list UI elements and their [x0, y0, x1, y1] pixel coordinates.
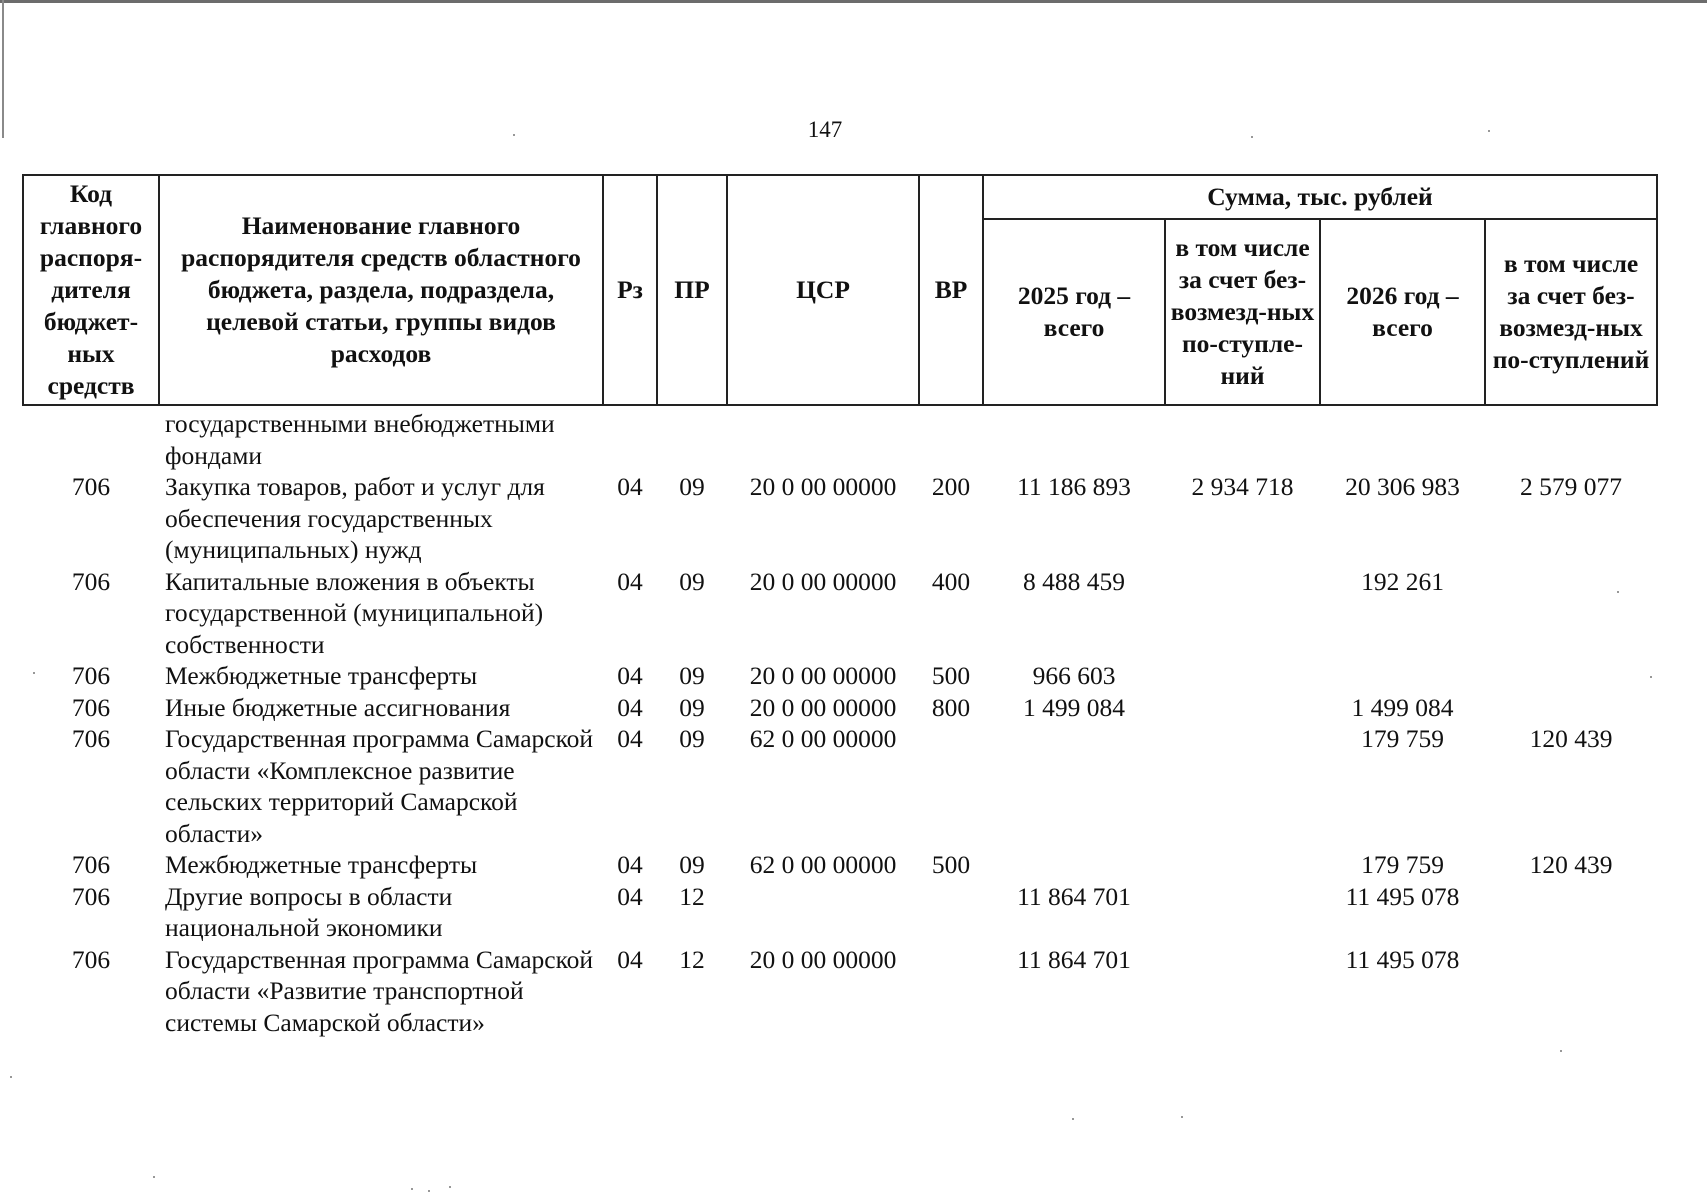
- table-row: [23, 692, 1657, 724]
- cell-rz: 04: [617, 944, 643, 974]
- cell-code: [23, 405, 159, 471]
- scan-edge-top: [0, 0, 1707, 3]
- header-2025-total: 2025 год – всего: [983, 219, 1165, 405]
- cell-2025-free: [1165, 723, 1320, 849]
- cell-csr: [727, 881, 919, 944]
- cell-pr: 09: [679, 661, 705, 690]
- cell-2025-free: [1165, 881, 1320, 944]
- cell-code: 706: [71, 724, 111, 753]
- cell-csr: 20 0 00 00000: [749, 566, 897, 596]
- cell-pr: 09: [679, 692, 705, 722]
- cell-2025-total: 1 499 084: [1023, 692, 1125, 722]
- cell-2025-free: 2 934 718: [1191, 472, 1294, 501]
- cell-vr: [919, 944, 983, 1039]
- cell-2026-total: [1320, 405, 1485, 471]
- cell-name: Государственная программа Самарской области «Развитие транспортной системы Самарской области»: [165, 944, 594, 1037]
- cell-2026-free: [1485, 881, 1657, 944]
- cell-csr: 62 0 00 00000: [749, 724, 897, 753]
- scan-speck: [1560, 1050, 1562, 1052]
- cell-pr: 12: [679, 881, 705, 911]
- cell-name: Государственная программа Самарской области «Комплексное развитие сельских территорий Самарской области»: [165, 724, 594, 848]
- cell-code: 706: [71, 566, 111, 596]
- scan-speck: [1181, 1116, 1183, 1118]
- cell-vr: [919, 881, 983, 944]
- scan-speck: [1488, 130, 1490, 132]
- cell-pr: 09: [679, 724, 705, 753]
- scan-speck: [1650, 676, 1652, 678]
- cell-pr: 12: [679, 944, 705, 974]
- cell-name: государственными внебюджетными фондами: [165, 409, 555, 470]
- cell-2026-total: 20 306 983: [1345, 472, 1460, 501]
- cell-vr: 500: [931, 661, 971, 690]
- scan-speck: [449, 1186, 451, 1188]
- cell-2026-free: 120 439: [1529, 850, 1613, 879]
- cell-vr: [919, 723, 983, 849]
- cell-code: 706: [71, 850, 111, 879]
- cell-csr: 20 0 00 00000: [749, 472, 897, 501]
- cell-2025-total: 966 603: [1032, 661, 1116, 690]
- scan-speck: [10, 1076, 12, 1078]
- cell-vr: 500: [931, 850, 971, 879]
- cell-code: 706: [71, 472, 111, 501]
- cell-2026-free: [1485, 692, 1657, 724]
- table-row: [23, 849, 1657, 881]
- cell-name: Другие вопросы в области национальной экономики: [165, 881, 453, 942]
- scan-speck: [513, 134, 515, 136]
- header-2026-free: в том числе за счет без-возмезд-ных по-ступлений: [1485, 219, 1657, 405]
- cell-pr: 09: [679, 472, 705, 501]
- cell-csr: 20 0 00 00000: [749, 661, 897, 690]
- cell-name: Капитальные вложения в объекты государственной (муниципальной) собственности: [165, 566, 544, 659]
- cell-name: Межбюджетные трансферты: [165, 661, 478, 690]
- cell-2025-free: [1165, 849, 1320, 881]
- cell-code: 706: [71, 881, 111, 911]
- header-pr: ПР: [657, 175, 727, 405]
- scan-speck: [1072, 1118, 1074, 1120]
- cell-2025-total: 11 186 893: [1017, 472, 1131, 501]
- cell-2025-total: 8 488 459: [1023, 566, 1125, 596]
- cell-2026-free: [1485, 566, 1657, 661]
- table-row: [23, 723, 1657, 849]
- cell-2026-total: 179 759: [1361, 850, 1444, 879]
- cell-2025-free: [1165, 660, 1320, 692]
- table-row: [23, 566, 1657, 661]
- cell-2026-total: 192 261: [1361, 566, 1444, 596]
- header-vr: ВР: [919, 175, 983, 405]
- cell-rz: 04: [617, 881, 643, 911]
- cell-rz: 04: [617, 724, 643, 753]
- cell-code: 706: [71, 944, 111, 974]
- cell-pr: 09: [679, 850, 705, 879]
- cell-2025-total: [983, 405, 1165, 471]
- cell-vr: 800: [931, 692, 971, 722]
- cell-rz: 04: [617, 661, 643, 690]
- cell-rz: 04: [617, 850, 643, 879]
- header-name: Наименование главного распорядителя средств областного бюджета, раздела, подраздела, целевой статьи, группы видов расходов: [159, 175, 603, 405]
- cell-2026-total: 1 499 084: [1351, 692, 1454, 722]
- header-rz: Рз: [603, 175, 657, 405]
- cell-2026-total: 11 495 078: [1345, 944, 1460, 974]
- table-row: [23, 881, 1657, 944]
- cell-vr: 200: [931, 472, 971, 501]
- header-csr: ЦСР: [727, 175, 919, 405]
- scan-speck: [411, 1188, 413, 1190]
- scan-edge-left: [2, 0, 4, 138]
- cell-rz: 04: [617, 692, 643, 722]
- cell-csr: [727, 405, 919, 471]
- scan-speck: [1251, 136, 1253, 138]
- cell-2026-total: [1320, 660, 1485, 692]
- table-row: [23, 660, 1657, 692]
- cell-2026-total: 11 495 078: [1345, 881, 1460, 911]
- cell-vr: [919, 405, 983, 471]
- cell-rz: [603, 405, 657, 471]
- cell-2026-free: [1485, 944, 1657, 1039]
- budget-table: [22, 174, 1658, 1038]
- cell-2026-free: 2 579 077: [1520, 472, 1623, 501]
- header-2025-free: в том числе за счет без-возмезд-ных по-ступле-ний: [1165, 219, 1320, 405]
- cell-name: Межбюджетные трансферты: [165, 850, 478, 879]
- table-row: [23, 471, 1657, 566]
- cell-rz: 04: [617, 566, 643, 596]
- cell-2025-free: [1165, 692, 1320, 724]
- header-sum-group: Сумма, тыс. рублей: [983, 175, 1657, 219]
- cell-vr: 400: [931, 566, 971, 596]
- cell-2026-free: [1485, 405, 1657, 471]
- header-code: Код главного распоря-дителя бюджет-ных средств: [23, 175, 159, 405]
- cell-2026-free: 120 439: [1529, 724, 1613, 753]
- cell-2026-total: 179 759: [1361, 724, 1444, 753]
- table-row: [23, 944, 1657, 1039]
- cell-2026-free: [1485, 660, 1657, 692]
- cell-csr: 20 0 00 00000: [749, 944, 897, 974]
- cell-csr: 62 0 00 00000: [749, 850, 897, 879]
- cell-rz: 04: [617, 472, 643, 501]
- scan-speck: [428, 1190, 430, 1192]
- header-2026-total: 2026 год – всего: [1320, 219, 1485, 405]
- cell-2025-total: [983, 849, 1165, 881]
- page-number: 147: [807, 117, 843, 142]
- scan-speck: [1617, 591, 1619, 593]
- cell-pr: 09: [679, 566, 705, 596]
- scan-speck: [33, 672, 35, 674]
- table-row: [23, 405, 1657, 471]
- cell-2025-total: 11 864 701: [1017, 881, 1131, 911]
- cell-2025-total: [983, 723, 1165, 849]
- cell-csr: 20 0 00 00000: [749, 692, 897, 722]
- cell-name: Закупка товаров, работ и услуг для обеспечения государственных (муниципальных) нужд: [165, 472, 545, 564]
- table-header: [23, 175, 1657, 405]
- cell-code: 706: [71, 692, 111, 722]
- cell-2025-free: [1165, 405, 1320, 471]
- cell-name: Иные бюджетные ассигнования: [165, 692, 511, 722]
- table-body: [23, 405, 1657, 1038]
- cell-2025-free: [1165, 566, 1320, 661]
- cell-2025-total: 11 864 701: [1017, 944, 1131, 974]
- scan-speck: [153, 1176, 155, 1178]
- cell-2025-free: [1165, 944, 1320, 1039]
- cell-pr: [657, 405, 727, 471]
- cell-code: 706: [71, 661, 111, 690]
